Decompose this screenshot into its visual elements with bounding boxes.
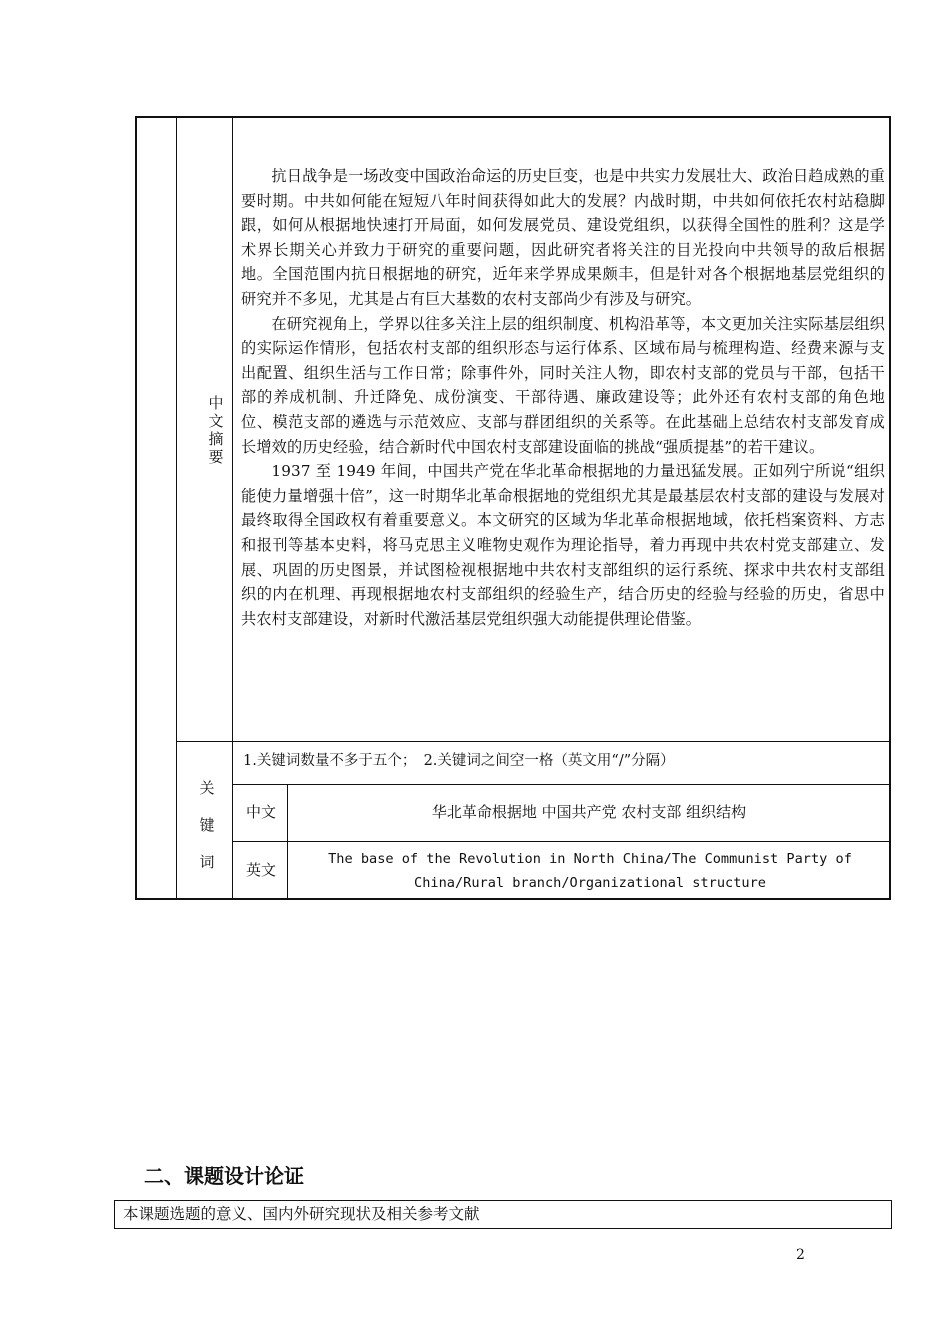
table-divider bbox=[232, 116, 233, 900]
keywords-note: 1.关键词数量不多于五个； 2.关键词之间空一格（英文用“/”分隔） bbox=[243, 753, 675, 769]
abstract-paragraph: 1937 至 1949 年间，中国共产党在华北革命根据地的力量迅猛发展。正如列宁所说“组织能使力量增强十倍”，这一时期华北革命根据地的党组织尤其是最基层农村支部的建设与发展对最终取得全国政权有着重要意义。本文研究的区域为华北革命根据地域，依托档案资料、方志和报刊等基本史料，将马克思主义唯物史观作为理论指导，着力再现中共农村党支部建立、发展、巩固的历史图景，并试图检视根据地中共农村支部组织的运行系统、探求中共农村支部组织的内在机理、再现根据地农村支部组织的经验生产，结合历史的经验与经验的历史，省思中共农村支部建设，对新时代激活基层党组织强大动能提供理论借鉴。 bbox=[241, 462, 885, 628]
table-divider bbox=[232, 841, 891, 842]
keywords-cn-value: 华北革命根据地 中国共产党 农村支部 组织结构 bbox=[431, 803, 747, 821]
section-heading: 二、课题设计论证 bbox=[144, 1164, 304, 1188]
keywords-en-label: 英文 bbox=[245, 861, 276, 879]
table-divider bbox=[176, 116, 177, 900]
keywords-label: 关键词 bbox=[199, 779, 215, 871]
table-divider bbox=[176, 741, 891, 742]
page-number: 2 bbox=[796, 1247, 805, 1263]
abstract-label: 中文摘要 bbox=[208, 394, 224, 466]
abstract-paragraph: 在研究视角上，学界以往多关注上层的组织制度、机构沿革等，本文更加关注实际基层组织的实际运作情形，包括农村支部的组织形态与运行体系、区域布局与梳理构造、经费来源与支出配置、组织生活与工作日常；除事件外，同时关注人物，即农村支部的党员与干部，包括干部的养成机制、升迁降免、成份演变、干部待遇、廉政建设等；此外还有农村支部的角色地位、模范支部的遴选与示范效应、支部与群团组织的关系等。在此基础上总结农村支部发育成长增效的历史经验，结合新时代中国农村支部建设面临的挑战“强质提基”的若干建议。 bbox=[241, 314, 885, 456]
abstract-text bbox=[241, 164, 885, 631]
abstract-paragraph: 抗日战争是一场改变中国政治命运的历史巨变，也是中共实力发展壮大、政治日趋成熟的重要时期。中共如何能在短短八年时间获得如此大的发展？内战时期，中共如何依托农村站稳脚跟，如何从根据地快速打开局面，如何发展党员、建设党组织，以获得全国性的胜利？这是学术界长期关心并致力于研究的重要问题，因此研究者将关注的目光投向中共领导的敌后根据地。全国范围内抗日根据地的研究，近年来学界成果颇丰，但是针对各个根据地基层党组织的研究并不多见，尤其是占有巨大基数的农村支部尚少有涉及与研究。 bbox=[241, 167, 885, 308]
section-box: 本课题选题的意义、国内外研究现状及相关参考文献 bbox=[114, 1200, 892, 1229]
table-divider bbox=[232, 784, 891, 785]
keywords-en-value: The base of the Revolution in North China/The Communist Party of China/Rural branch/Organizational structure bbox=[328, 851, 852, 891]
keywords-cn-label: 中文 bbox=[245, 803, 276, 821]
